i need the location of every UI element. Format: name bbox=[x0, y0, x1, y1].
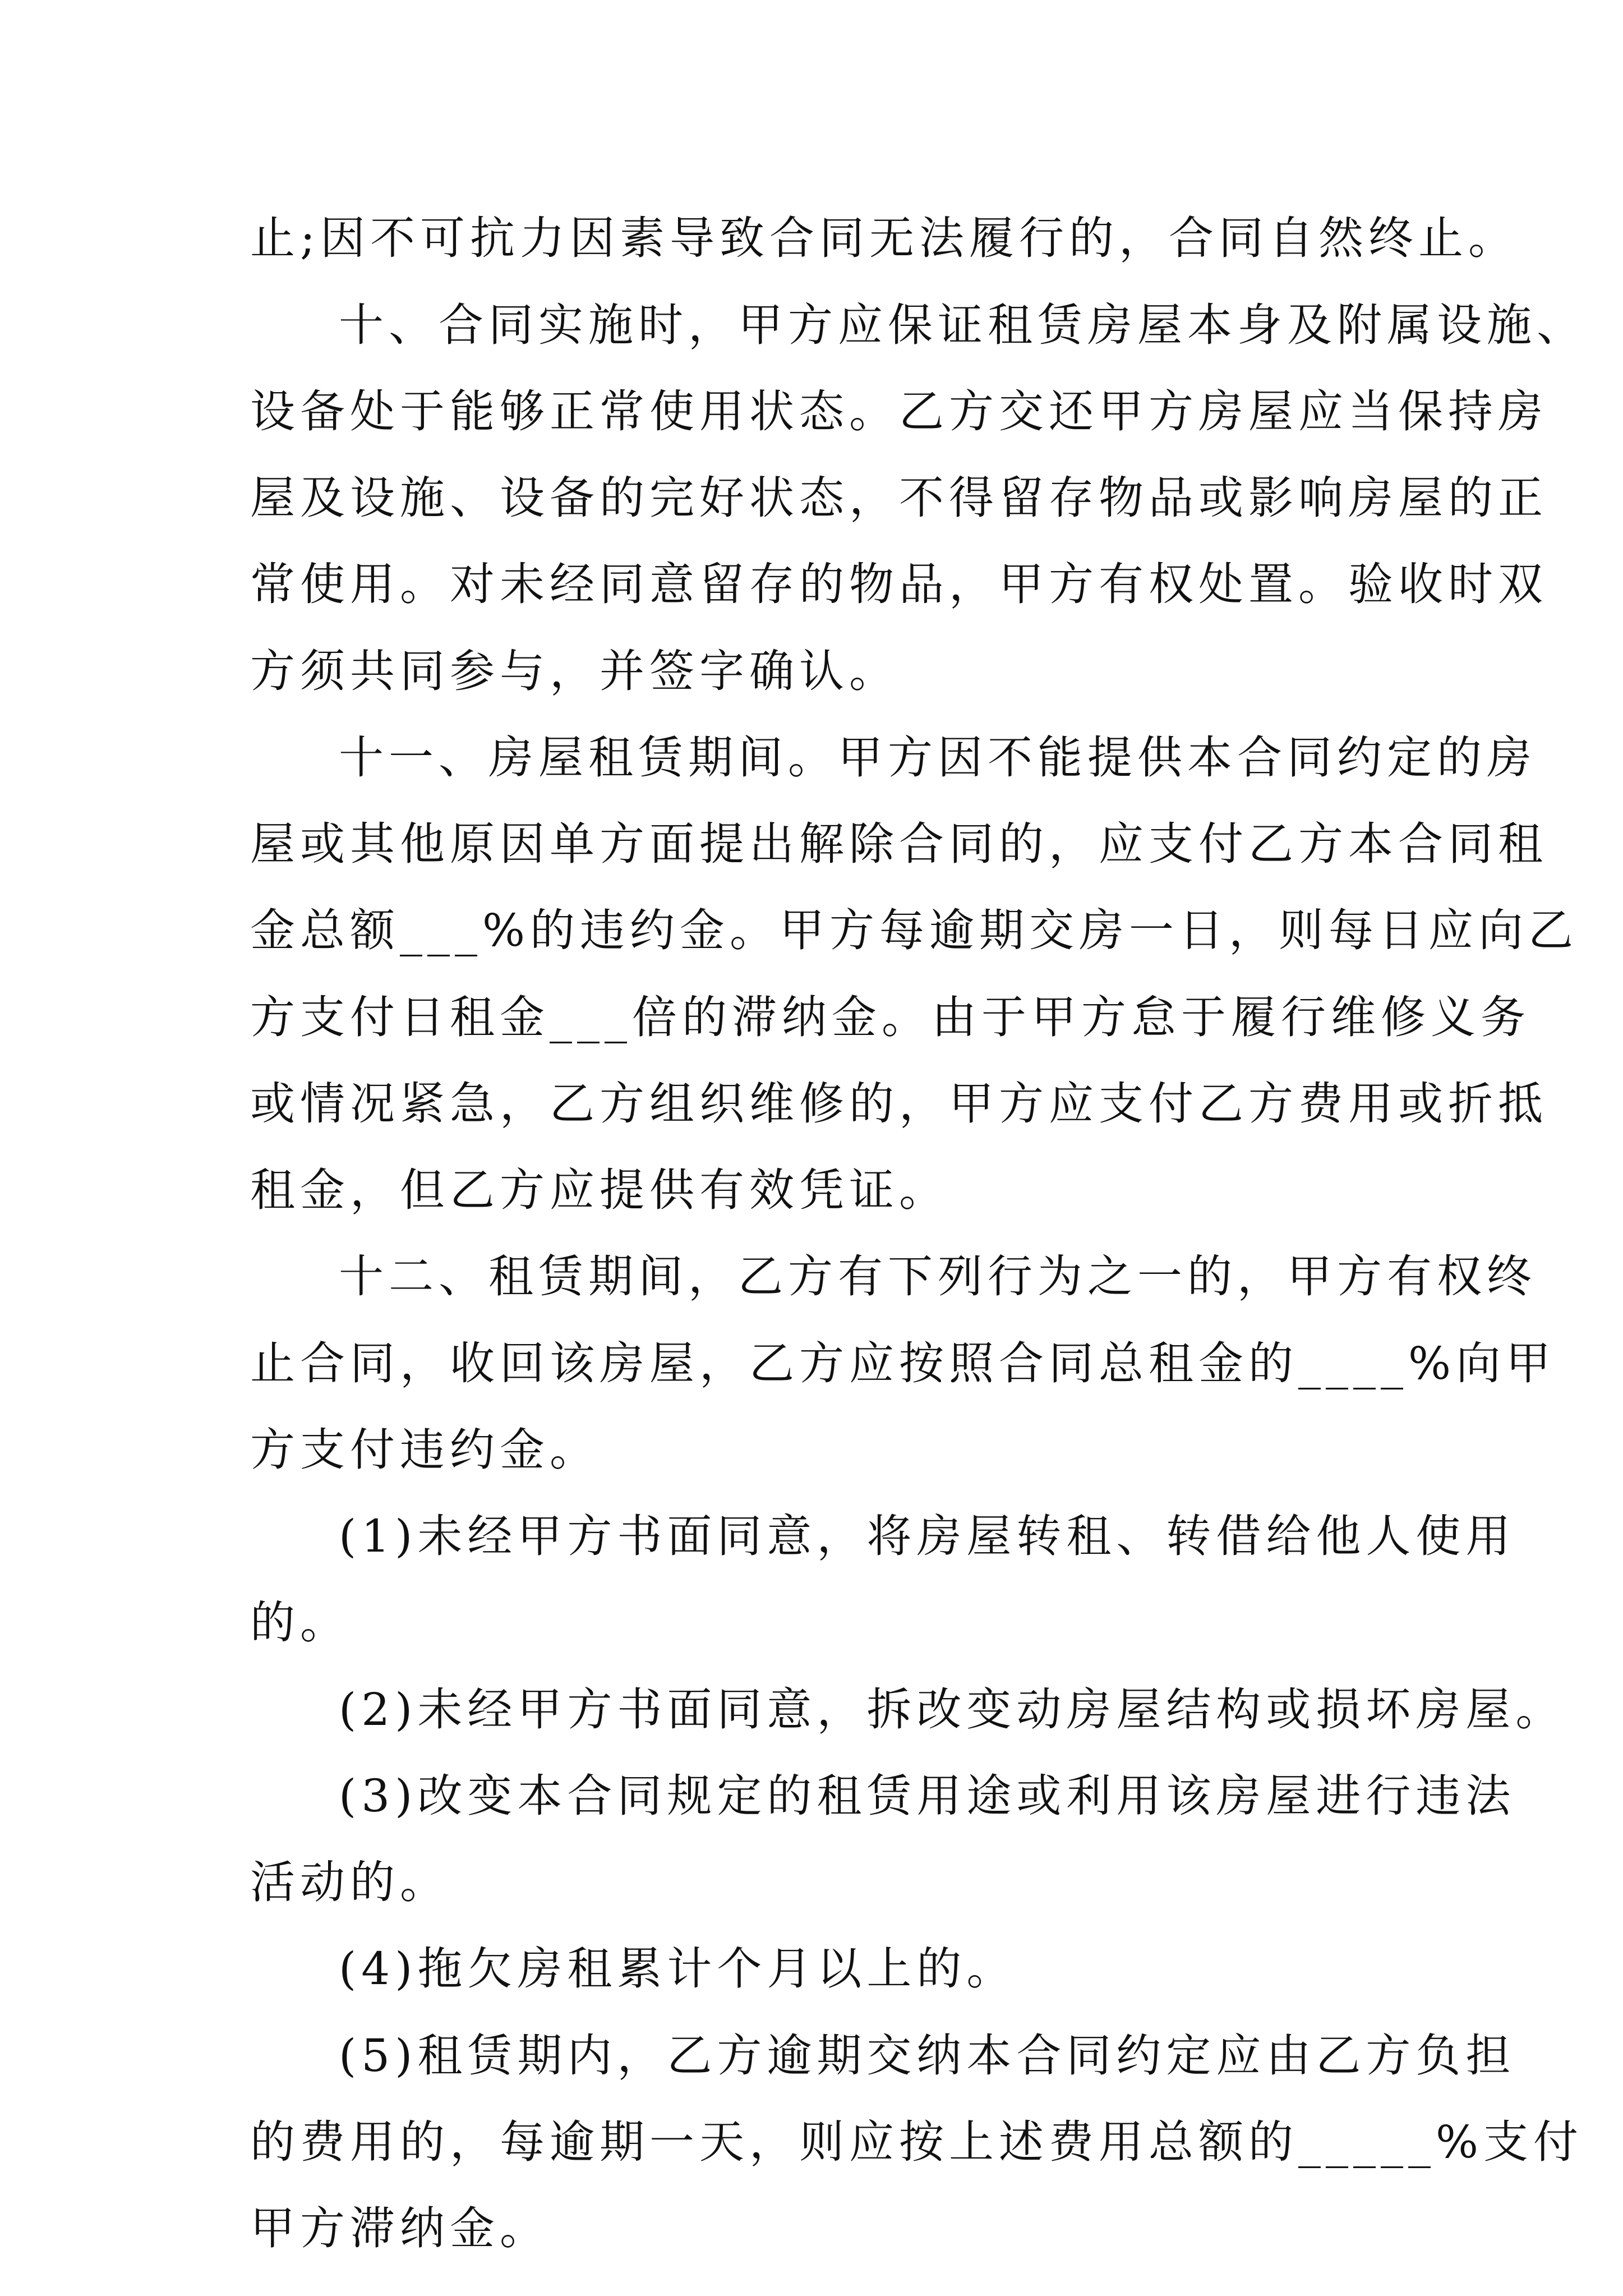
text-line: 屋及设施、设备的完好状态，不得留存物品或影响房屋的正 bbox=[250, 472, 1548, 524]
text-line: 设备处于能够正常使用状态。乙方交还甲方房屋应当保持房 bbox=[250, 385, 1548, 438]
text-line: 方支付违约金。 bbox=[250, 1424, 600, 1476]
text-line: 方须共同参与，并签字确认。 bbox=[250, 645, 899, 697]
text-line: 止;因不可抗力因素导致合同无法履行的，合同自然终止。 bbox=[250, 212, 1518, 264]
text-line: (5)租赁期内，乙方逾期交纳本合同约定应由乙方负担 bbox=[339, 2030, 1516, 2082]
text-line: 方支付日租金___倍的滞纳金。由于甲方怠于履行维修义务 bbox=[250, 991, 1530, 1043]
text-line: (2)未经甲方书面同意，拆改变动房屋结构或损坏房屋。 bbox=[339, 1683, 1566, 1736]
text-line: 金总额___%的违约金。甲方每逾期交房一日，则每日应向乙 bbox=[250, 904, 1579, 956]
text-line: 的费用的，每逾期一天，则应按上述费用总额的_____%支付 bbox=[250, 2116, 1584, 2168]
text-line: 租金，但乙方应提供有效凭证。 bbox=[250, 1164, 949, 1216]
text-line: (1)未经甲方书面同意，将房屋转租、转借给他人使用 bbox=[339, 1510, 1516, 1562]
text-line: 十二、租赁期间，乙方有下列行为之一的，甲方有权终 bbox=[339, 1250, 1537, 1303]
text-line: 活动的。 bbox=[250, 1856, 450, 1908]
text-line: 屋或其他原因单方面提出解除合同的，应支付乙方本合同租 bbox=[250, 818, 1548, 870]
text-line: 或情况紧急，乙方组织维修的，甲方应支付乙方费用或折抵 bbox=[250, 1078, 1548, 1130]
text-line: 甲方滞纳金。 bbox=[250, 2202, 550, 2254]
text-line: (3)改变本合同规定的租赁用途或利用该房屋进行违法 bbox=[339, 1770, 1516, 1822]
text-line: 十一、房屋租赁期间。甲方因不能提供本合同约定的房 bbox=[339, 731, 1537, 784]
text-line: (4)拖欠房租累计个月以上的。 bbox=[339, 1943, 1017, 1995]
text-line: 十、合同实施时，甲方应保证租赁房屋本身及附属设施、 bbox=[339, 299, 1587, 351]
text-line: 的。 bbox=[250, 1596, 350, 1649]
text-line: 常使用。对未经同意留存的物品，甲方有权处置。验收时双 bbox=[250, 558, 1548, 610]
text-line: 止合同，收回该房屋，乙方应按照合同总租金的____%向甲 bbox=[250, 1337, 1556, 1389]
